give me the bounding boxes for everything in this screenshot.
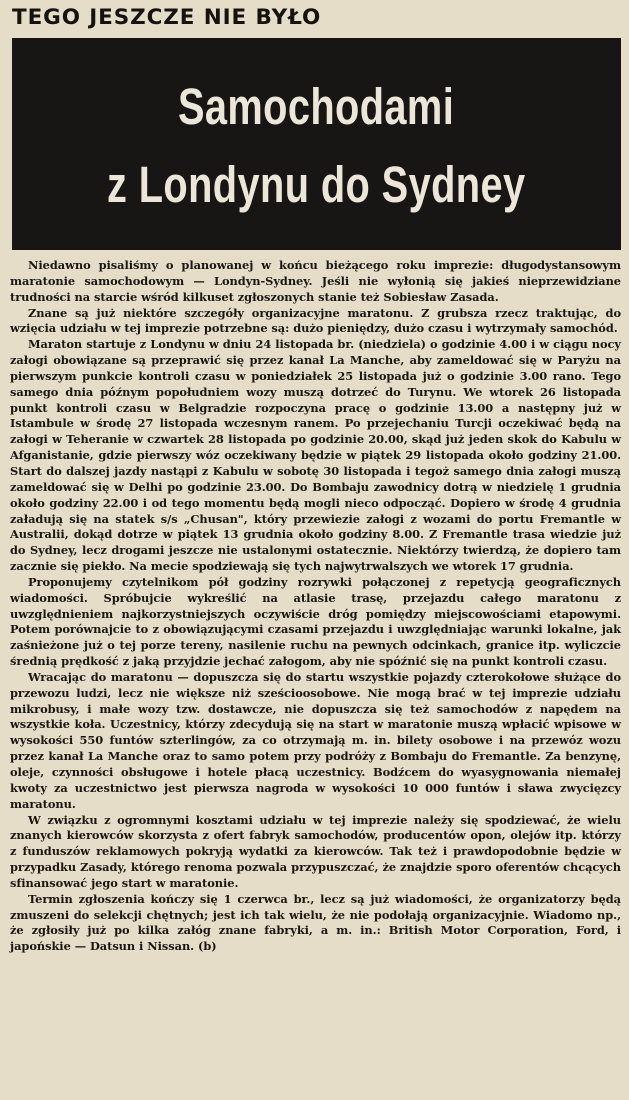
- article-body: [10, 258, 621, 955]
- article-paragraph: Znane są już niektóre szczegóły organizacyjne maratonu. Z grubsza rzecz traktując, do wzięcia udziału w tej imprezie potrzebne są: dużo pieniędzy, dużo czasu i wytrzymały samochód.: [10, 305, 621, 336]
- article-paragraph: Termin zgłoszenia kończy się 1 czerwca br., lecz są już wiadomości, że organizatorzy będą zmuszeni do selekcji chętnych; jest ich tak wielu, że nie podołają organizacyjnie. Wiadomo np., że zgłosiły już po kilka załóg znane fabryki, a m. in.: British Motor Corporation, Ford, i japońskie — Datsun i Nissan. (b): [10, 891, 621, 954]
- headline-line-1: Samochodami: [178, 78, 455, 135]
- article-paragraph: Niedawno pisaliśmy o planowanej w końcu bieżącego roku imprezie: długodystansowym maratonie samochodowym — Londyn-Sydney. Jeśli nie wyłonią się jakieś nieprzewidziane trudności na starcie wśród kilkuset zgłoszonych stanie też Sobiesław Zasada.: [10, 258, 621, 304]
- article-paragraph: Proponujemy czytelnikom pół godziny rozrywki połączonej z repetycją geograficznych wiadomości. Spróbujcie wykreślić na atlasie trasę, przejazdu całego maratonu z uwzględnieniem najkorzystniejszych oczywiście dróg pomiędzy miejscowościami etapowymi. Potem porównajcie to z obowiązującymi czasami przejazdu i uwzględniając warunki lokalne, jak zaśnieżone już o tej porze tereny, nasilenie ruchu na pewnych odcinkach, granice itp. wyliczcie średnią prędkość z jaką przyjdzie jechać załogom, aby nie spóźnić się na punkt kontroli czasu.: [10, 574, 621, 669]
- article-paragraph: W związku z ogromnymi kosztami udziału w tej imprezie należy się spodziewać, że wielu znanych kierowców skorzysta z ofert fabryk samochodów, producentów opon, olejów itp. którzy z funduszów reklamowych pokryją wydatki za kierowców. Tak też i prawdopodobnie będzie w przypadku Zasady, którego renoma pozwala przypuszczać, że znajdzie sporo oferentów chcących sfinansować jego start w maratonie.: [10, 812, 621, 890]
- headline-line-2: z Londynu do Sydney: [107, 156, 526, 213]
- article-paragraph: Maraton startuje z Londynu w dniu 24 listopada br. (niedziela) o godzinie 4.00 i w ciągu nocy załogi obowiązane są przeprawić się przez kanał La Manche, aby zameldować się w Paryżu na pierwszym punkcie kontroli czasu w poniedziałek 25 listopada już o godzinie 3.00 rano. Tego samego dnia późnym popołudniem wozy muszą dotrzeć do Turynu. We wtorek 26 listopada punkt kontroli czasu w Belgradzie rozpoczyna pracę o godzinie 13.00 a następny już w Istambule w środę 27 listopada wczesnym ranem. Po przejechaniu Turcji oczekiwać będą na załogi w Teheranie w czwartek 28 listopada po godzinie 20.00, skąd już jeden skok do Kabulu w Afganistanie, gdzie pierwszy wóz oczekiwany będzie w piątek 29 listopada około godziny 21.00. Start do dalszej jazdy nastąpi z Kabulu w sobotę 30 listopada i tegoż samego dnia załogi muszą zameldować się w Delhi po godzinie 23.00. Do Bombaju zawodnicy dotrą w niedzielę 1 grudnia około godziny 22.00 i od tego momentu będą mogli nieco odpocząć. Dopiero w środę 4 grudnia załadują się na statek s/s „Chusan", który przewiezie załogi z wozami do portu Fremantle w Australii, dokąd dotrze w piątek 13 grudnia około godziny 8.00. Z Fremantle trasa wiedzie już do Sydney, lecz drogami jeszcze nie ustalonymi ostatecznie. Niektórzy twierdzą, że dopiero tam zacznie się piekło. Na mecie spodziewają się tych najwytrwalszych we wtorek 17 grudnia.: [10, 337, 621, 574]
- article-paragraph: Wracając do maratonu — dopuszcza się do startu wszystkie pojazdy czterokołowe służące do przewozu ludzi, lecz nie większe niż sześcioosobowe. Nie mogą brać w tej imprezie udziału mikrobusy, i małe wozy tzw. dostawcze, nie dopuszcza się też samochodów z napędem na wszystkie koła. Uczestnicy, którzy zdecydują się na start w maratonie muszą wpłacić wpisowe w wysokości 550 funtów szterlingów, za co otrzymają m. in. bilety osobowe i na przewóz wozu przez kanał La Manche oraz to samo potem przy podróży z Bombaju do Fremantle. Za benzynę, oleje, czynności obsługowe i hotele płacą uczestnicy. Bodźcem do wyasygnowania niemałej kwoty za uczestnictwo jest pierwsza nagroda w wysokości 10 000 funtów i sława zwycięzcy maratonu.: [10, 669, 621, 811]
- headline-banner: [12, 38, 621, 250]
- section-kicker: TEGO JESZCZE NIE BYŁO: [12, 5, 322, 30]
